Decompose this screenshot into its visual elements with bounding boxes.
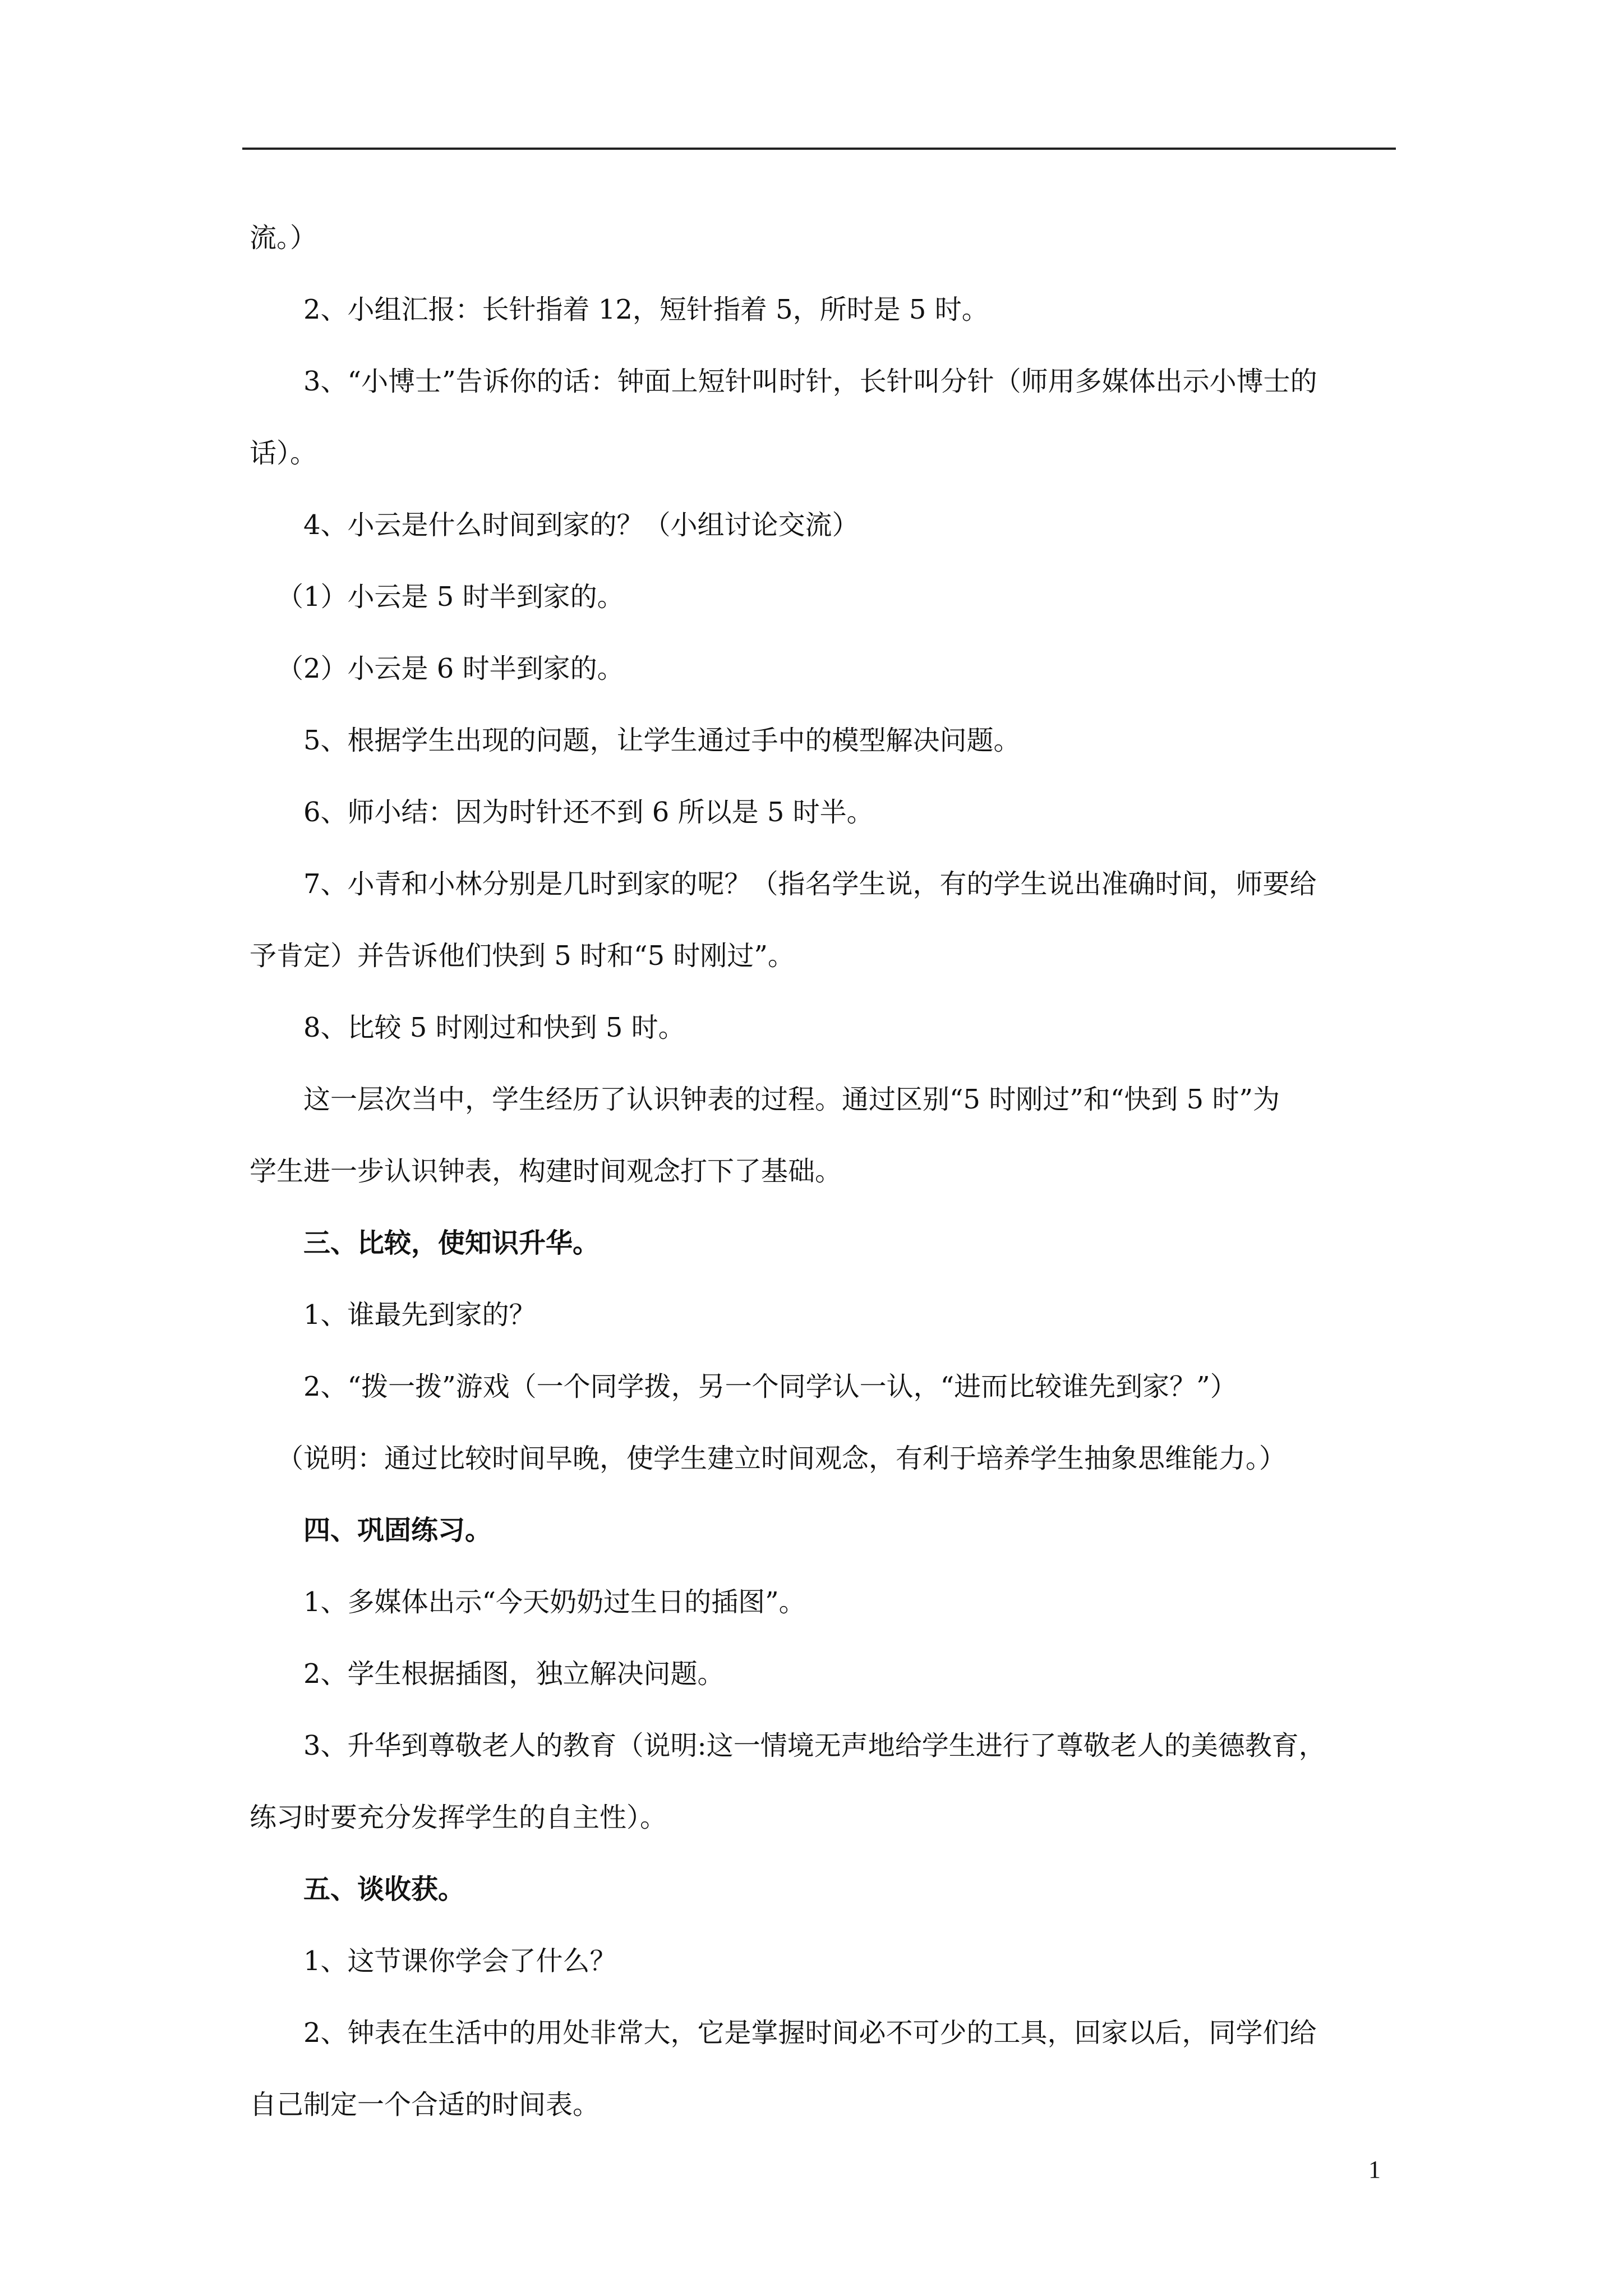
paragraph: 予肯定）并告诉他们快到 5 时和“5 时刚过”。 <box>250 940 795 972</box>
paragraph: 7、小青和小林分别是几时到家的呢？（指名学生说，有的学生说出准确时间，师要给 <box>303 868 1317 900</box>
section-heading: 五、谈收获。 <box>303 1874 465 1905</box>
paragraph: 5、根据学生出现的问题，让学生通过手中的模型解决问题。 <box>303 725 1021 756</box>
paragraph: 4、小云是什么时间到家的？（小组讨论交流） <box>303 509 859 541</box>
paragraph: 2、“拨一拨”游戏（一个同学拨，另一个同学认一认，“进而比较谁先到家？”） <box>303 1371 1237 1402</box>
paragraph: 3、“小博士”告诉你的话：钟面上短针叫时针，长针叫分针（师用多媒体出示小博士的 <box>303 366 1317 397</box>
paragraph: （1）小云是 5 时半到家的。 <box>276 581 624 613</box>
paragraph: （2）小云是 6 时半到家的。 <box>276 653 624 684</box>
paragraph: 练习时要充分发挥学生的自主性）。 <box>250 1802 667 1833</box>
paragraph: 8、比较 5 时刚过和快到 5 时。 <box>303 1012 685 1043</box>
document-body <box>250 202 1394 2141</box>
paragraph: 2、学生根据插图，独立解决问题。 <box>303 1658 725 1690</box>
paragraph: 2、小组汇报：长针指着 12，短针指着 5，所时是 5 时。 <box>303 294 989 325</box>
paragraph: 流。） <box>250 222 317 254</box>
paragraph: 3、升华到尊敬老人的教育（说明:这一情境无声地给学生进行了尊敬老人的美德教育， <box>303 1730 1326 1761</box>
page-number: 1 <box>1368 2156 1381 2183</box>
paragraph: 自己制定一个合适的时间表。 <box>250 2089 600 2120</box>
paragraph: 1、谁最先到家的？ <box>303 1299 536 1331</box>
paragraph: 2、钟表在生活中的用处非常大，它是掌握时间必不可少的工具，回家以后，同学们给 <box>303 2017 1317 2049</box>
section-heading: 三、比较，使知识升华。 <box>303 1227 600 1259</box>
paragraph: 这一层次当中，学生经历了认识钟表的过程。通过区别“5 时刚过”和“快到 5 时”为 <box>303 1084 1280 1115</box>
paragraph: 话）。 <box>250 438 317 469</box>
paragraph: 1、这节课你学会了什么？ <box>303 1945 617 1977</box>
paragraph: 6、师小结：因为时针还不到 6 所以是 5 时半。 <box>303 797 874 828</box>
header-rule <box>242 148 1396 150</box>
paragraph: 1、多媒体出示“今天奶奶过生日的插图”。 <box>303 1586 806 1618</box>
paragraph: （说明：通过比较时间早晚，使学生建立时间观念，有利于培养学生抽象思维能力。） <box>276 1443 1287 1474</box>
section-heading: 四、巩固练习。 <box>303 1515 492 1546</box>
paragraph: 学生进一步认识钟表，构建时间观念打下了基础。 <box>250 1156 842 1187</box>
